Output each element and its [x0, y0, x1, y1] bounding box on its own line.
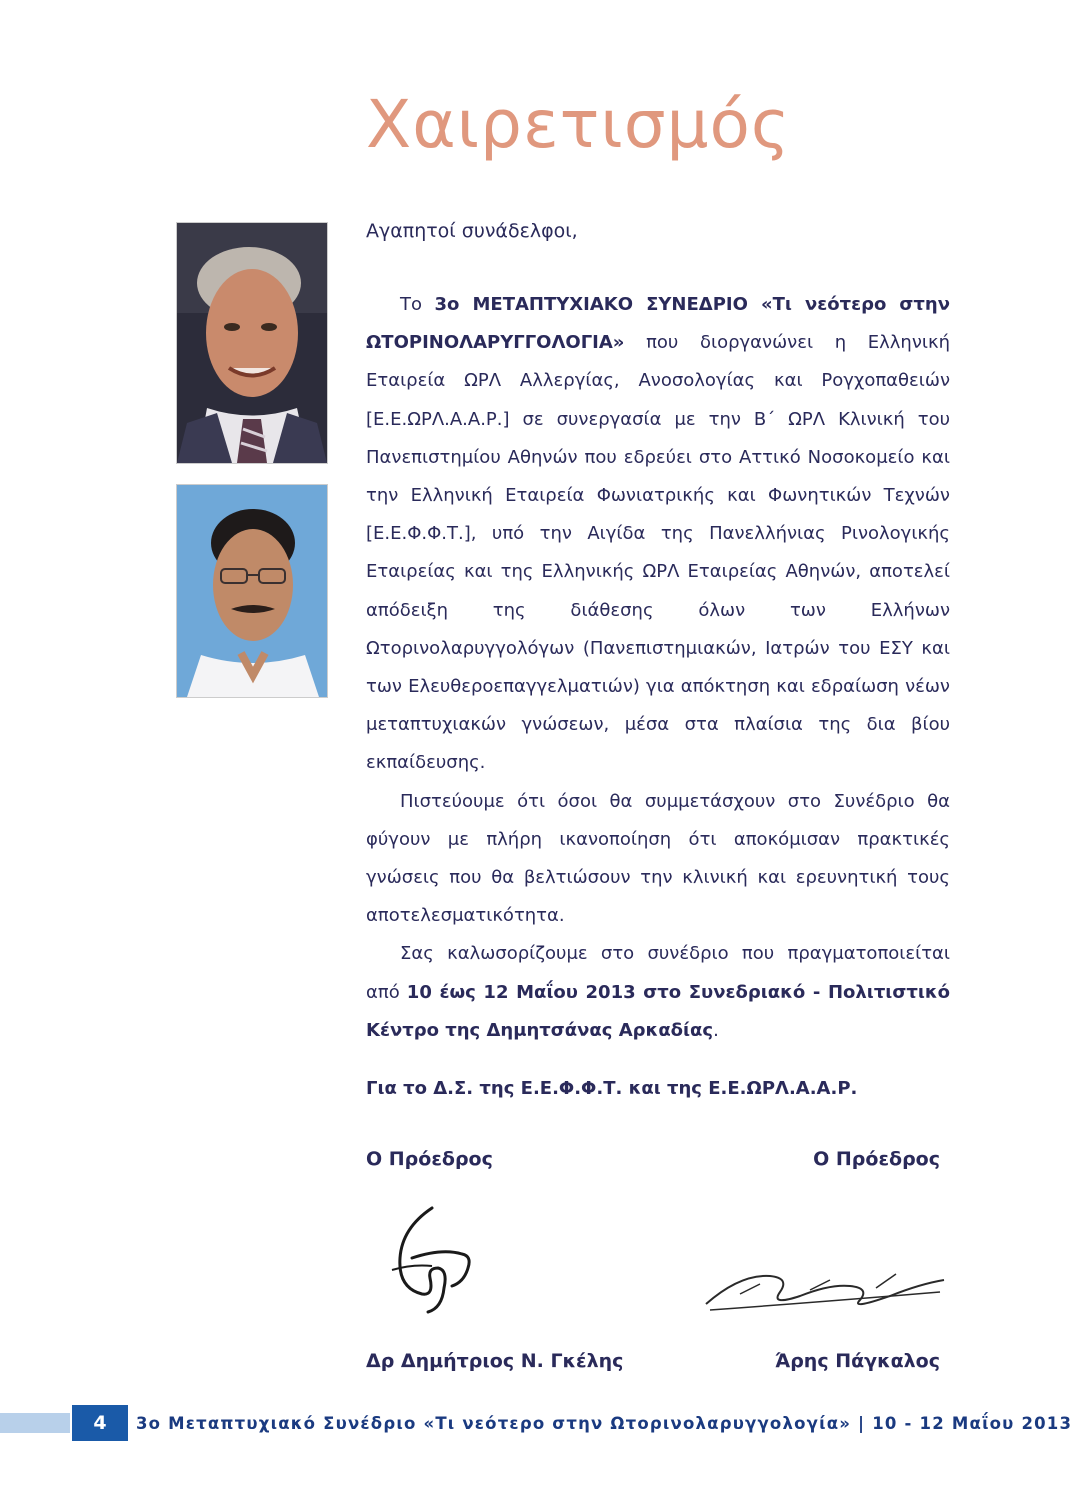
portrait-photo-president-2: [176, 484, 328, 698]
signer-name-left: Δρ Δημήτριος Ν. Γκέλης: [366, 1350, 624, 1372]
page-number: 4: [72, 1405, 128, 1441]
letter-body: [366, 286, 950, 1050]
salutation: Αγαπητοί συνάδελφοι,: [366, 220, 578, 242]
paragraph-3-text: Σας καλωσορίζουμε στο συνέδριο που πραγματοποιείται από: [366, 943, 950, 1003]
president-title-right: Ο Πρόεδρος: [813, 1148, 940, 1170]
handwritten-signature-right: [700, 1244, 950, 1324]
signer-name-right: Άρης Πάγκαλος: [775, 1350, 940, 1372]
president-title-left: Ο Πρόεδρος: [366, 1148, 493, 1170]
footer-accent-bar: [0, 1413, 70, 1433]
paragraph-3-end: .: [713, 1019, 719, 1041]
conference-dates-venue: 10 έως 12 Μαΐου 2013 στο Συνεδριακό - Πολιτιστικό Κέντρο της Δημητσάνας Αρκαδίας: [366, 981, 950, 1041]
page-title: Χαιρετισμός: [366, 86, 791, 163]
paragraph-1: [366, 286, 950, 783]
portrait-photo-president-1: [176, 222, 328, 464]
paragraph-3: [366, 935, 950, 1050]
page-footer: [0, 1405, 1072, 1441]
paragraph-2: Πιστεύουμε ότι όσοι θα συμμετάσχουν στο Συνέδριο θα φύγουν με πλήρη ικανοποίηση ότι αποκόμισαν πρακτικές γνώσεις που θα βελτιώσουν την κλινική και ερευνητική τους αποτελεσματικότητα.: [366, 790, 950, 927]
signature-for-line: Για το Δ.Σ. της Ε.Ε.Φ.Φ.Τ. και της Ε.Ε.ΩΡΛ.Α.Α.Ρ.: [366, 1078, 858, 1099]
conference-name: 3ο ΜΕΤΑΠΤΥΧΙΑΚΟ ΣΥΝΕΔΡΙΟ «Τι νεότερο στην ΩΤΟΡΙΝΟΛΑΡΥΓΓΟΛΟΓΙΑ»: [366, 294, 950, 354]
handwritten-signature-left: [372, 1198, 492, 1318]
footer-running-title: 3ο Μεταπτυχιακό Συνέδριο «Τι νεότερο στην Ωτορινολαρυγγολογία» | 10 - 12 Μαΐου 2013: [136, 1413, 1072, 1433]
paragraph-1-text: που διοργανώνει η Ελληνική Εταιρεία ΩΡΛ Αλλεργίας, Ανοσολογίας και Ρογχοπαθειών [Ε.Ε.ΩΡΛ.Α.Α.Ρ.] σε συνεργασία με την Β΄ ΩΡΛ Κλινική του Πανεπιστημίου Αθηνών που εδρεύει στο Αττικό Νοσοκομείο και την Ελληνική Εταιρεία Φωνιατρικής και Φωνητικών Τεχνών [Ε.Ε.Φ.Φ.Τ.], υπό την Αιγίδα της Πανελλήνιας Ρινολογικής Εταιρείας και της Ελληνικής ΩΡΛ Εταιρείας Αθηνών, αποτελεί απόδειξη της διάθεσης όλων των Ελλήνων Ωτορινολαρυγγολόγων (Πανεπιστημιακών, Ιατρών του ΕΣΥ και των Ελευθεροεπαγγελματιών) για απόκτηση και εδραίωση νέων μεταπτυχιακών γνώσεων, μέσα στα πλαίσια της δια βίου εκπαίδευσης.: [366, 332, 950, 774]
paragraph-1-intro: Το: [400, 294, 435, 315]
